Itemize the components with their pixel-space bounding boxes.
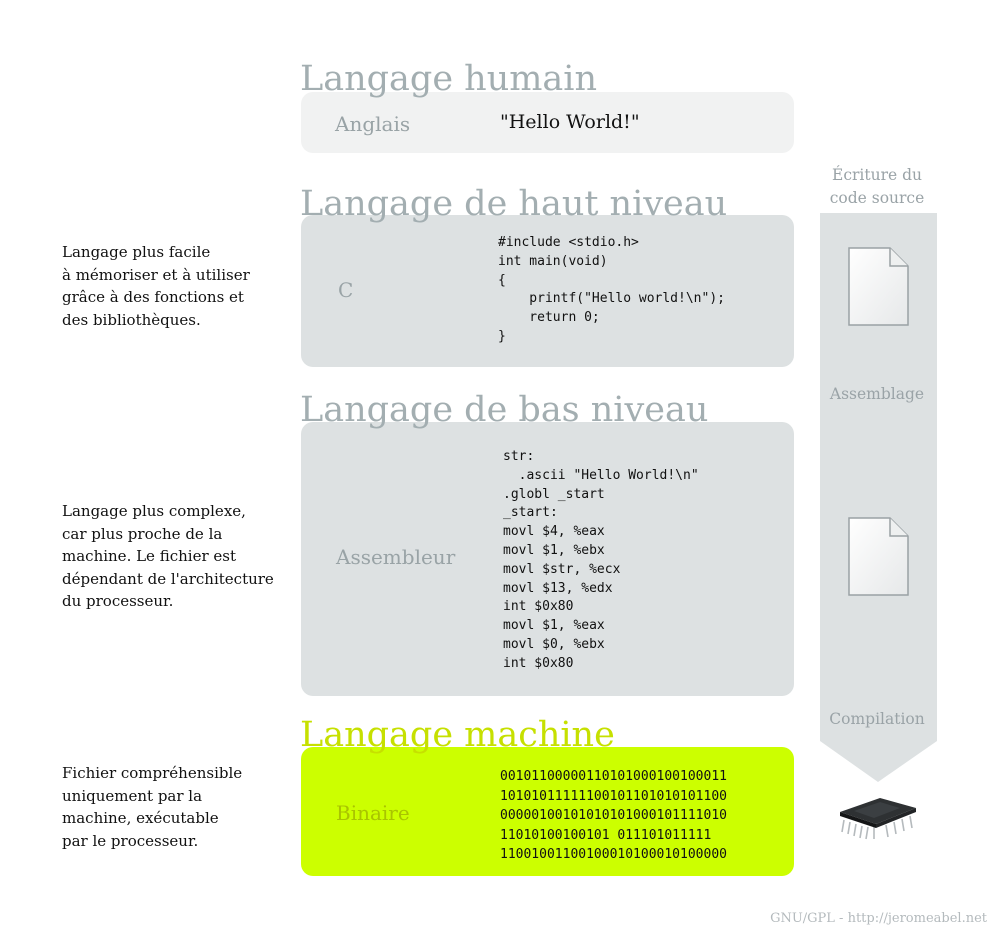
document-icon xyxy=(847,516,911,598)
title-low-level-language: Langage de bas niveau xyxy=(300,390,709,430)
language-label-english: Anglais xyxy=(335,112,411,136)
example-hello-world: "Hello World!" xyxy=(500,111,640,133)
language-label-binary: Binaire xyxy=(336,801,410,825)
box-low-level-language xyxy=(301,422,794,696)
step-compilation: Compilation xyxy=(829,710,925,728)
document-icon xyxy=(847,246,911,328)
title-high-level-language: Langage de haut niveau xyxy=(300,184,728,224)
step-source-writing: Écriture du code source xyxy=(829,166,925,207)
description-machine-level: Fichier compréhensible uniquement par la machine, exécutable par le processeur. xyxy=(62,764,243,850)
language-label-assembler: Assembleur xyxy=(336,545,456,569)
credit-license: GNU/GPL - http://jeromeabel.net xyxy=(770,911,987,926)
step-assembly: Assemblage xyxy=(829,385,925,403)
microchip-icon xyxy=(836,790,920,840)
title-human-language: Langage humain xyxy=(300,59,598,99)
description-low-level: Langage plus complexe, car plus proche de la machine. Le fichier est dépendant de l'architecture du processeur. xyxy=(62,502,274,610)
code-c: #include <stdio.h> int main(void) { printf("Hello world!\n"); return 0; } xyxy=(498,235,725,344)
description-high-level: Langage plus facile à mémoriser et à utiliser grâce à des fonctions et des bibliothèques. xyxy=(62,243,250,329)
title-machine-language: Langage machine xyxy=(300,715,615,755)
box-machine-language xyxy=(301,747,794,876)
box-human-language xyxy=(301,92,794,153)
box-high-level-language xyxy=(301,215,794,367)
language-label-c: C xyxy=(338,278,354,302)
code-binary: 00101100000110101000100100011 10101011111100101101010101100 00000100101010101000101111010 11010100100101 011101011111 11001001100100010100010100000 xyxy=(500,769,727,862)
code-assembler: str: .ascii "Hello World!\n" .globl _start _start: movl $4, %eax movl $1, %ebx movl $str, %ecx movl $13, %edx int $0x80 movl $1, %eax movl $0, %ebx int $0x80 xyxy=(503,449,699,671)
